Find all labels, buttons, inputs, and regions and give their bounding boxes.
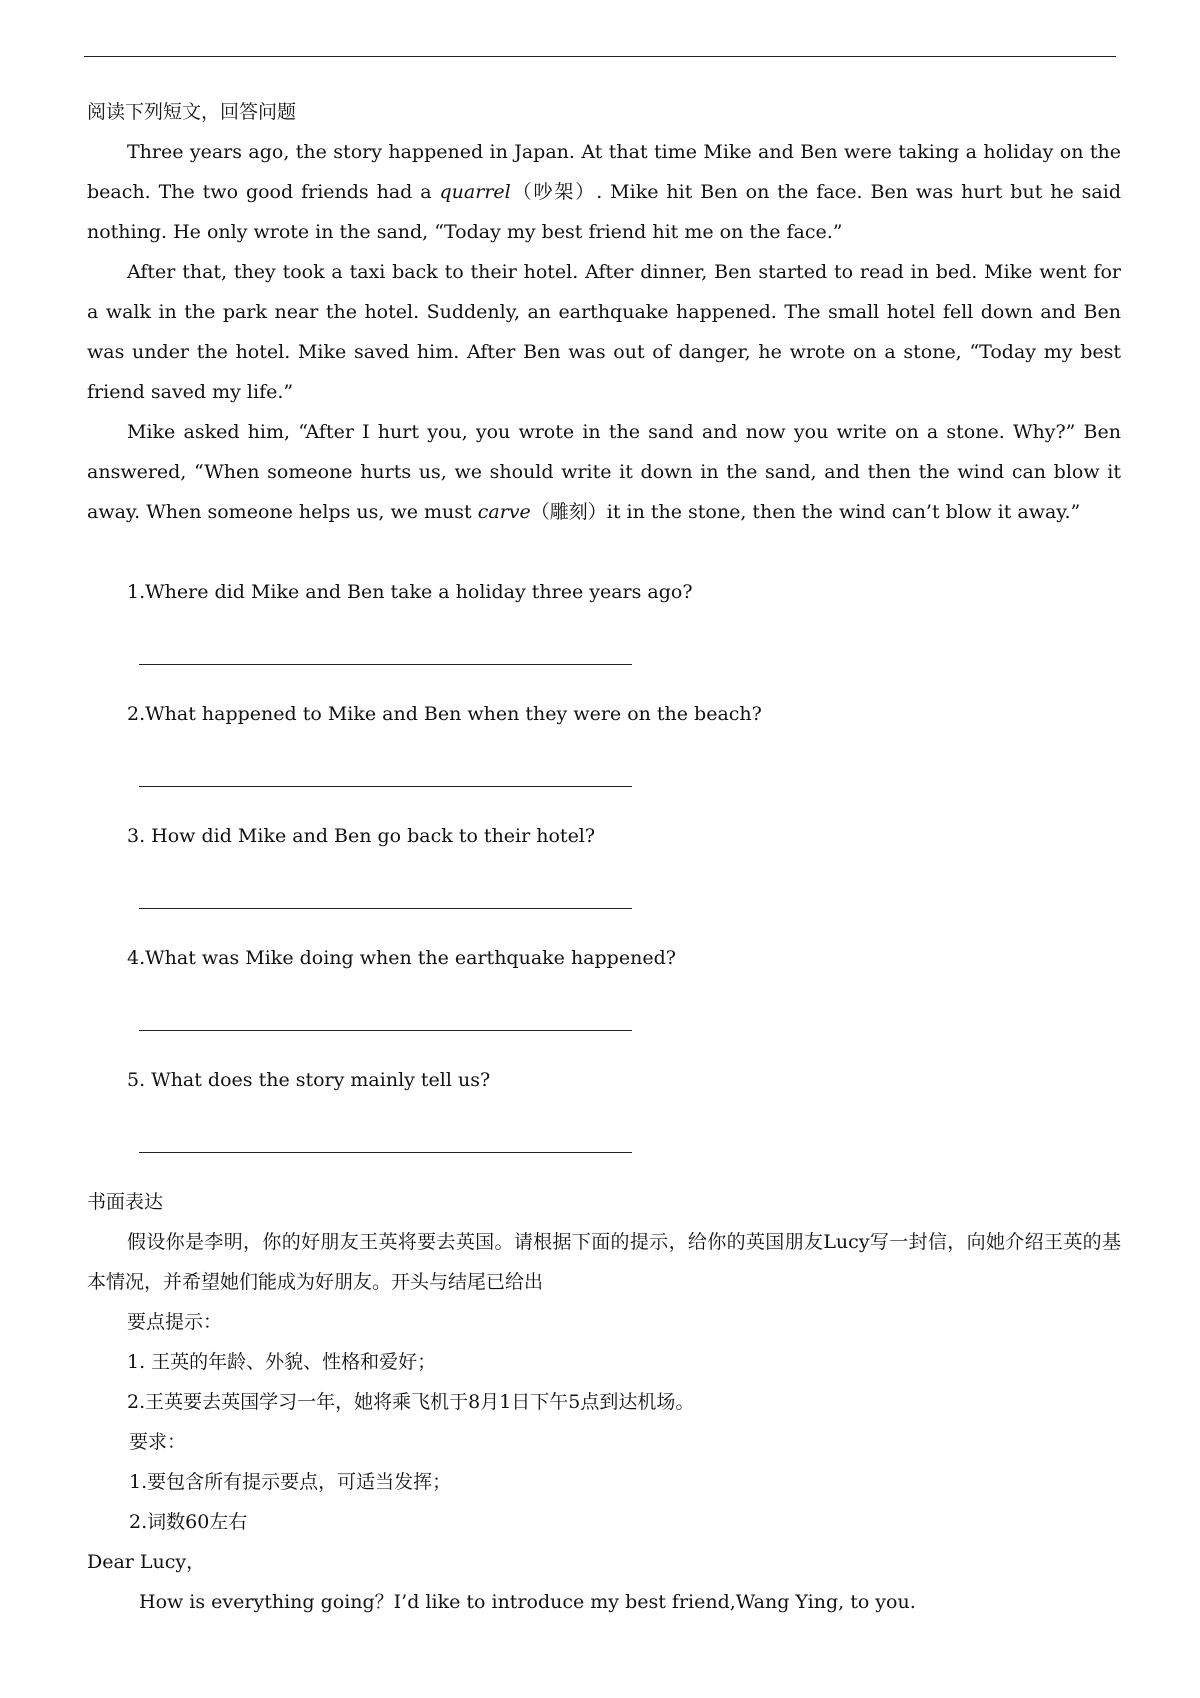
writing-prompt: 假设你是李明，你的好朋友王英将要去英国。请根据下面的提示，给你的英国朋友Lucy写一封信，向她介绍王英的基本情况，并希望她们能成为好朋友。开头与结尾已给出 [87, 1231, 1121, 1293]
question-1: 1.Where did Mike and Ben take a holiday three years ago? [127, 581, 693, 603]
reading-section-title: 阅读下列短文，回答问题 [87, 101, 297, 123]
term-quarrel: quarrel [439, 181, 511, 203]
hint-item-2: 2.王英要去英国学习一年，她将乘飞机于8月1日下午5点到达机场。 [127, 1391, 695, 1413]
hints-title: 要点提示： [127, 1311, 223, 1333]
answer-line-3[interactable] [139, 856, 632, 938]
requirement-item-1: 1.要包含所有提示要点，可适当发挥； [129, 1471, 452, 1493]
passage-paragraph-2: After that, they took a taxi back to their hotel. After dinner, Ben started to read in bed. Mike went for a walk in the park near the hotel. Suddenly, an earthquake happened. The small hotel fell down and Ben was under the hotel. Mike saved him. After Ben was out of danger, he wrote on a stone, “Today my best friend saved my life.” [87, 261, 1121, 403]
passage-paragraph-1: Three years ago, the story happened in Japan. At that time Mike and Ben were taking a holiday on the beach. The two good friends had a quarrel（吵架）. Mike hit Ben on the face. Ben was hurt but he said nothing. He only wrote in the sand, “Today my best friend hit me on the face.” [87, 141, 1121, 243]
passage-paragraph-3: Mike asked him, “After I hurt you, you wrote in the sand and now you write on a stone. Why?” Ben answered, “When someone hurts us, we should write it down in the sand, and then the wind can blow it away. When someone helps us, we must carve（雕刻）it in the stone, then the wind can’t blow it away.” [87, 421, 1121, 523]
answer-line-2[interactable] [139, 734, 632, 816]
question-2: 2.What happened to Mike and Ben when they were on the beach? [127, 703, 762, 725]
requirements-title: 要求： [129, 1431, 187, 1453]
letter-opening: How is everything going？I’d like to introduce my best friend,Wang Ying, to you. [139, 1591, 916, 1613]
header-rule [84, 56, 1116, 57]
term-carve: carve [477, 501, 531, 523]
writing-section-title: 书面表达 [87, 1191, 164, 1213]
letter-salutation: Dear Lucy， [87, 1551, 206, 1573]
worksheet-content [87, 92, 1121, 1622]
question-list [87, 572, 1121, 1182]
answer-line-1[interactable] [139, 612, 632, 694]
question-5: 5. What does the story mainly tell us? [127, 1069, 491, 1091]
question-3: 3. How did Mike and Ben go back to their hotel? [127, 825, 596, 847]
requirement-item-2: 2.词数60左右 [129, 1511, 248, 1533]
answer-line-4[interactable] [139, 978, 632, 1060]
answer-line-5[interactable] [139, 1100, 632, 1182]
hint-item-1: 1. 王英的年龄、外貌、性格和爱好； [127, 1351, 437, 1373]
question-4: 4.What was Mike doing when the earthquake happened? [127, 947, 676, 969]
